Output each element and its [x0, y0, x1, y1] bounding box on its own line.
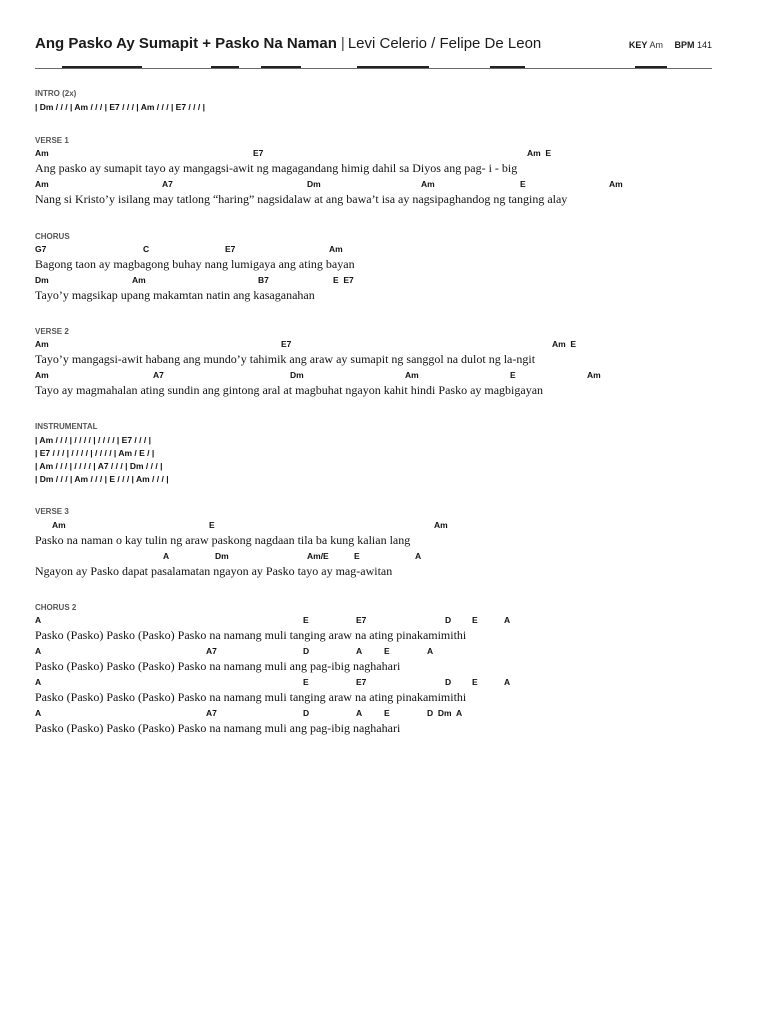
lyric-line: Ang pasko ay sumapit tayo ay mangagsi-awit ng magagandang himig dahil sa Diyos ang pag- i - big — [35, 161, 518, 175]
key-label: KEY — [628, 40, 648, 50]
chord: Am — [405, 370, 419, 380]
divider-accent — [490, 66, 525, 68]
bpm-value: 141 — [696, 40, 712, 50]
chord: A — [163, 551, 170, 561]
chord-line — [35, 520, 735, 532]
chord: Dm — [290, 370, 304, 380]
chord: E — [209, 520, 215, 530]
chord-bars: | E7 / / / | / / / / | / / / / | Am / E / | — [35, 448, 155, 458]
chord: A — [35, 615, 42, 625]
chord: D — [303, 646, 310, 656]
section-label: VERSE 1 — [35, 136, 69, 145]
chord: Am — [434, 520, 448, 530]
chord: A — [415, 551, 422, 561]
chord-bars: | Dm / / / | Am / / / | E / / / | Am / / / | — [35, 474, 169, 484]
chord: E — [510, 370, 516, 380]
chord: A7 — [153, 370, 164, 380]
chord: E — [384, 708, 390, 718]
chord: E — [384, 646, 390, 656]
header-divider — [35, 65, 712, 70]
chord-line — [35, 646, 735, 658]
chord-bars: | Am / / / | / / / / | A7 / / / | Dm / / / | — [35, 461, 163, 471]
song-title: Ang Pasko Ay Sumapit + Pasko Na Naman — [35, 35, 337, 52]
chord: A7 — [206, 708, 217, 718]
bpm-label: BPM — [674, 40, 695, 50]
section-label: VERSE 2 — [35, 327, 69, 336]
chord: Dm — [35, 275, 49, 285]
chord: Am — [421, 179, 435, 189]
lyric-line: Tayo’y mangagsi-awit habang ang mundo’y tahimik ang araw ay sumapit ng sanggol na dulot ng la-ngit — [35, 352, 536, 366]
chord: D — [445, 615, 452, 625]
chord: E — [520, 179, 526, 189]
chord: E E7 — [333, 275, 354, 285]
chord: Am E — [527, 148, 552, 158]
chord: B7 — [258, 275, 269, 285]
divider-line — [35, 68, 712, 69]
chord: Am — [35, 370, 49, 380]
chord: A — [35, 646, 42, 656]
key-value: Am — [649, 40, 663, 50]
chord-line — [35, 179, 735, 191]
lyric-line: Pasko (Pasko) Pasko (Pasko) Pasko na namang muli tanging araw na ating pinakamimithi — [35, 690, 467, 704]
chord: E — [303, 615, 309, 625]
chord: A — [504, 615, 511, 625]
chord: A — [504, 677, 511, 687]
chord: E7 — [356, 615, 367, 625]
chord-line — [35, 244, 735, 256]
title-line — [35, 35, 541, 52]
lyric-line: Tayo’y magsikap upang makamtan natin ang kasaganahan — [35, 288, 315, 302]
chord: A7 — [206, 646, 217, 656]
lyric-line: Pasko (Pasko) Pasko (Pasko) Pasko na namang muli ang pag-ibig naghahari — [35, 721, 401, 735]
chord: D — [445, 677, 452, 687]
chord: Am E — [552, 339, 577, 349]
chord: Dm — [307, 179, 321, 189]
chord: G7 — [35, 244, 47, 254]
chord: Am — [52, 520, 66, 530]
song-artist: Levi Celerio / Felipe De Leon — [347, 35, 542, 52]
chord: A — [356, 708, 363, 718]
lyric-line: Pasko (Pasko) Pasko (Pasko) Pasko na namang muli ang pag-ibig naghahari — [35, 659, 401, 673]
chord-line — [35, 615, 735, 627]
lyric-line: Bagong taon ay magbagong buhay nang lumigaya ang ating bayan — [35, 257, 355, 271]
chord: D — [303, 708, 310, 718]
chord: A — [427, 646, 434, 656]
section-label: CHORUS 2 — [35, 603, 77, 612]
chord: A7 — [162, 179, 173, 189]
lyric-line: Ngayon ay Pasko dapat pasalamatan ngayon ay Pasko tayo ay mag-awitan — [35, 564, 393, 578]
section-label: INTRO (2x) — [35, 89, 77, 98]
section-label: INSTRUMENTAL — [35, 422, 98, 431]
chord: Am — [35, 339, 49, 349]
chord: E — [472, 615, 478, 625]
chord: A — [35, 677, 42, 687]
song-meta — [629, 40, 712, 50]
song-header — [35, 35, 712, 59]
chord: A — [35, 708, 42, 718]
chord: E — [303, 677, 309, 687]
chord-line — [35, 370, 735, 382]
chord: E — [472, 677, 478, 687]
chord: Am/E — [307, 551, 329, 561]
chord-line — [35, 339, 735, 351]
section-label: VERSE 3 — [35, 507, 69, 516]
chord: E — [354, 551, 360, 561]
chord: E7 — [356, 677, 367, 687]
chord: Am — [329, 244, 343, 254]
title-separator: | — [340, 35, 345, 52]
chord: Am — [35, 179, 49, 189]
chord-line — [35, 551, 735, 563]
chord-line — [35, 148, 735, 160]
lyric-line: Nang si Kristo’y isilang may tatlong “haring” nagsidalaw at ang bawa’t isa ay nagsipaghandog ng tanging alay — [35, 192, 568, 206]
divider-accent — [635, 66, 667, 68]
chord: Dm — [215, 551, 229, 561]
chord: Am — [609, 179, 623, 189]
chord: E7 — [225, 244, 236, 254]
chord-line — [35, 677, 735, 689]
chord-line — [35, 708, 735, 720]
divider-accent — [357, 66, 429, 68]
divider-accent — [62, 66, 142, 68]
section-label: CHORUS — [35, 232, 70, 241]
divider-accent — [261, 66, 301, 68]
chord: Am — [587, 370, 601, 380]
chord-line — [35, 275, 735, 287]
lyric-line: Pasko na naman o kay tulin ng araw paskong nagdaan tila ba kung kalian lang — [35, 533, 411, 547]
lyric-line: Tayo ay magmahalan ating sundin ang gintong aral at magbuhat ngayon kahit hindi Pasko ay magbigayan — [35, 383, 544, 397]
chord: E7 — [253, 148, 264, 158]
chord: C — [143, 244, 150, 254]
chord: E7 — [281, 339, 292, 349]
chord: A — [356, 646, 363, 656]
divider-accent — [211, 66, 239, 68]
chord-bars: | Am / / / | / / / / | / / / / | E7 / / / | — [35, 435, 151, 445]
chord: Am — [132, 275, 146, 285]
chord: D Dm A — [427, 708, 463, 718]
lyric-line: Pasko (Pasko) Pasko (Pasko) Pasko na namang muli tanging araw na ating pinakamimithi — [35, 628, 467, 642]
chord-bars: | Dm / / / | Am / / / | E7 / / / | Am / / / | E7 / / / | — [35, 102, 205, 112]
chord: Am — [35, 148, 49, 158]
